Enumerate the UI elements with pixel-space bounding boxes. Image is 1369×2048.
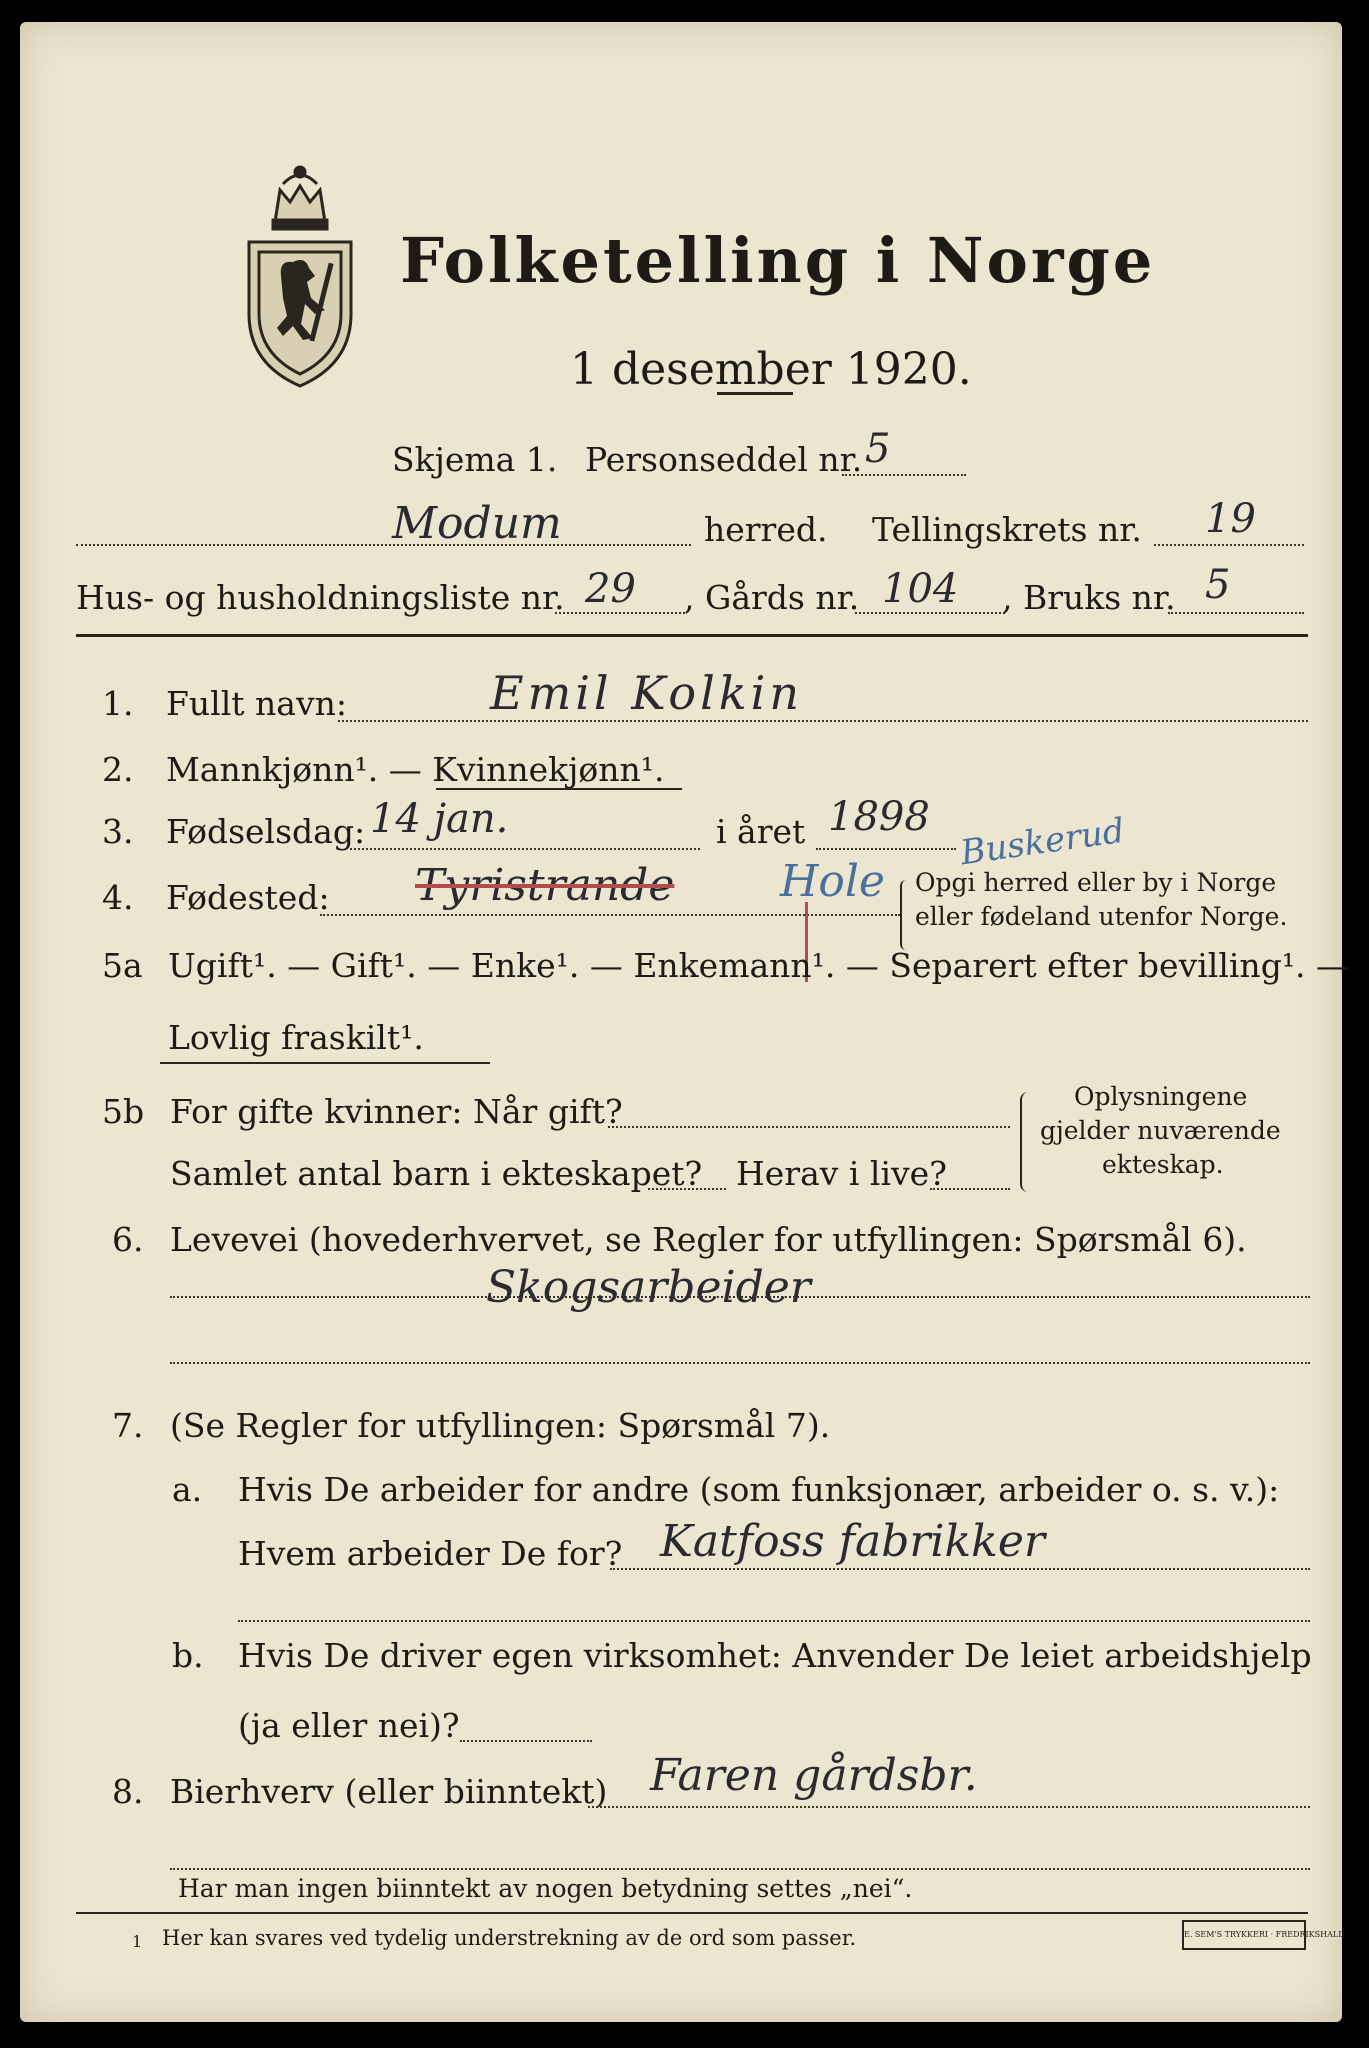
q4-side-note-2: eller fødeland utenfor Norge.	[915, 902, 1288, 931]
q4-side-brace	[900, 880, 912, 950]
personseddel-label: Personseddel nr.	[585, 440, 863, 479]
q4-number: 4.	[102, 878, 134, 917]
q7b-line1: Hvis De driver egen virksomhet: Anvender De leiet arbeidshjelp	[238, 1636, 1312, 1675]
q8-label: Bierhverv (eller biinntekt)	[170, 1772, 608, 1811]
husliste-line	[555, 612, 685, 614]
title-divider	[717, 392, 793, 395]
q3-county-note: Buskerud	[958, 810, 1127, 874]
q7a-line	[610, 1568, 1310, 1570]
q6-value: Skogsarbeider	[486, 1262, 811, 1313]
census-form	[20, 22, 1350, 2022]
q3-label: Fødselsdag:	[166, 812, 366, 851]
herred-value: Modum	[392, 498, 562, 549]
q4-correction: Hole	[780, 856, 885, 907]
bruks-line	[1168, 612, 1304, 614]
q5a-line1: Ugift¹. — Gift¹. — Enke¹. — Enkemann¹. — Separert efter bevilling¹. —	[168, 946, 1350, 985]
q2-underline	[436, 788, 682, 790]
q8-number: 8.	[112, 1772, 144, 1811]
q4-label: Fødested:	[166, 878, 330, 917]
q5a-number: 5a	[102, 946, 143, 985]
q3-year-line	[816, 848, 956, 850]
tellingskrets-line	[1154, 544, 1304, 546]
footer-note: Har man ingen biinntekt av nogen betydning settes „nei“.	[178, 1874, 913, 1903]
form-title: Folketelling i Norge	[400, 224, 1156, 297]
q3-year-label: i året	[716, 812, 806, 851]
q5a-line2: Lovlig fraskilt¹.	[168, 1018, 424, 1057]
gards-value: 104	[882, 566, 959, 612]
personseddel-value: 5	[865, 426, 891, 472]
q2-number: 2.	[102, 750, 134, 789]
q6-label: Levevei (hovederhvervet, se Regler for utfyllingen: Spørsmål 6).	[170, 1220, 1247, 1259]
q4-line	[320, 914, 900, 916]
q5b-married-line	[608, 1126, 1010, 1128]
header-rule	[76, 634, 1308, 637]
q5b-children-label: Samlet antal barn i ekteskapet?	[170, 1154, 703, 1193]
q7a-letter: a.	[172, 1470, 203, 1509]
bruks-value: 5	[1205, 562, 1231, 608]
coat-of-arms-icon	[235, 164, 365, 392]
q3-number: 3.	[102, 812, 134, 851]
q3-day-value: 14 jan.	[370, 796, 509, 842]
q2-label: Mannkjønn¹. — Kvinnekjønn¹.	[166, 750, 665, 789]
footnote-text: Her kan svares ved tydelig understrekning av de ord som passer.	[162, 1926, 857, 1950]
q3-day-line	[350, 848, 700, 850]
herred-line	[76, 544, 691, 546]
q7b-line2: (ja eller nei)?	[238, 1706, 460, 1745]
q1-value: Emil Kolkin	[490, 666, 803, 720]
skjema-label: Skjema 1.	[392, 440, 558, 479]
q5b-side-2: gjelder nuværende	[1040, 1116, 1281, 1145]
q7a-line-2	[238, 1620, 1310, 1622]
tellingskrets-label: Tellingskrets nr.	[872, 510, 1142, 549]
herred-label: herred.	[704, 510, 828, 549]
q5b-alive-line	[930, 1188, 1010, 1190]
q4-value: Tyristrande	[415, 860, 675, 911]
q4-side-note-1: Opgi herred eller by i Norge	[915, 868, 1277, 897]
q6-number: 6.	[112, 1220, 144, 1259]
q5b-number: 5b	[102, 1092, 145, 1131]
husliste-value: 29	[585, 566, 636, 612]
q5b-alive-label: Herav i live?	[736, 1154, 947, 1193]
q7b-line	[460, 1740, 592, 1742]
gards-line	[855, 612, 1005, 614]
husliste-label: Hus- og husholdningsliste nr.	[76, 578, 565, 617]
q1-label: Fullt navn:	[166, 684, 347, 723]
q5b-line1: For gifte kvinner: Når gift?	[170, 1092, 623, 1131]
q7a-value: Katfoss fabrikker	[660, 1516, 1045, 1567]
q7b-letter: b.	[172, 1636, 204, 1675]
q1-line	[338, 720, 1308, 722]
q8-line	[588, 1806, 1310, 1808]
q6-line-2	[170, 1362, 1310, 1364]
q5b-side-1: Oplysningene	[1074, 1082, 1248, 1111]
q8-line-2	[170, 1868, 1310, 1870]
q7-number: 7.	[112, 1406, 144, 1445]
q7-label: (Se Regler for utfyllingen: Spørsmål 7).	[170, 1406, 831, 1445]
q1-number: 1.	[102, 684, 134, 723]
personseddel-line	[842, 474, 966, 476]
q5a-separator	[160, 1062, 490, 1064]
footer-rule	[76, 1912, 1308, 1914]
tellingskrets-value: 19	[1205, 496, 1256, 542]
printer-stamp: E. SEM'S TRYKKERI · FREDRIKSHALD	[1182, 1920, 1306, 1950]
q5b-children-line	[648, 1188, 726, 1190]
q7a-line1: Hvis De arbeider for andre (som funksjonær, arbeider o. s. v.):	[238, 1470, 1280, 1509]
q5b-side-brace	[1020, 1092, 1036, 1192]
q7a-line2: Hvem arbeider De for?	[238, 1534, 623, 1573]
q8-value: Faren gårdsbr.	[650, 1750, 978, 1801]
q6-line-1	[170, 1296, 1310, 1298]
q5b-side-3: ekteskap.	[1102, 1150, 1224, 1179]
footnote-number: 1	[132, 1932, 143, 1951]
gards-label: , Gårds nr.	[684, 578, 860, 617]
q3-year-value: 1898	[828, 794, 930, 840]
bruks-label: , Bruks nr.	[1002, 578, 1176, 617]
form-date: 1 desember 1920.	[570, 344, 972, 395]
